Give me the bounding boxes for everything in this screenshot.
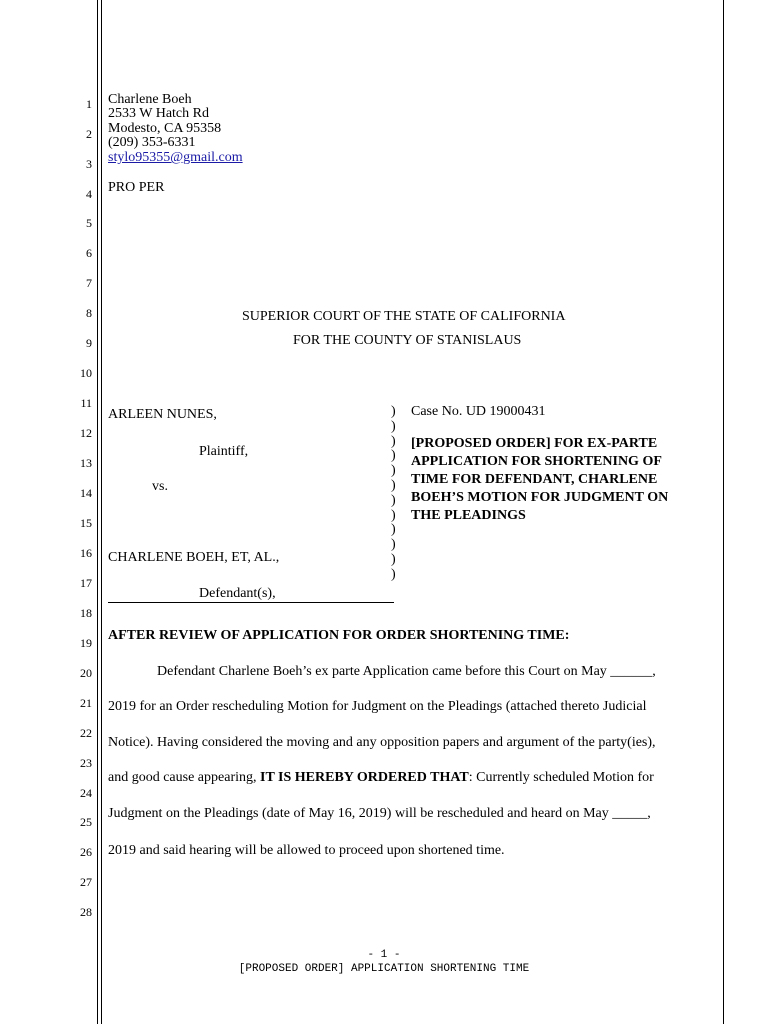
line-number: 24	[80, 786, 92, 800]
line-number: 17	[80, 576, 92, 590]
line-number: 16	[80, 546, 92, 560]
case-number: Case No. UD 19000431	[411, 404, 546, 419]
line-number: 19	[80, 636, 92, 650]
party-name: Charlene Boeh	[108, 92, 192, 107]
footer-title: [PROPOSED ORDER] APPLICATION SHORTENING TIME	[238, 963, 530, 975]
line-number: 14	[80, 486, 92, 500]
document-title-line: BOEH’S MOTION FOR JUDGMENT ON	[411, 490, 669, 505]
line-number: 9	[86, 336, 92, 350]
party-email-link[interactable]: stylo95355@gmail.com	[108, 150, 243, 165]
line-number: 4	[86, 187, 92, 201]
plaintiff-name: ARLEEN NUNES,	[108, 407, 217, 422]
court-title: SUPERIOR COURT OF THE STATE OF CALIFORNIA	[242, 309, 566, 324]
order-paragraph-line: Defendant Charlene Boeh’s ex parte Application came before this Court on May ______,	[157, 664, 656, 679]
line-number: 21	[80, 696, 92, 710]
left-margin-rule-outer	[97, 0, 98, 1024]
line-number: 23	[80, 756, 92, 770]
line-number: 6	[86, 246, 92, 260]
party-phone: (209) 353-6331	[108, 135, 196, 150]
order-paragraph-line: 2019 for an Order rescheduling Motion for Judgment on the Pleadings (attached thereto Judicial	[108, 699, 647, 714]
defendant-name: CHARLENE BOEH, ET, AL.,	[108, 550, 280, 565]
line-number: 13	[80, 456, 92, 470]
line-number: 26	[80, 845, 92, 859]
line-number: 20	[80, 666, 92, 680]
party-city: Modesto, CA 95358	[108, 121, 222, 136]
party-street: 2533 W Hatch Rd	[108, 106, 209, 121]
order-text: and good cause appearing,	[108, 770, 260, 785]
line-number: 2	[86, 127, 92, 141]
line-number: 11	[80, 396, 92, 410]
line-number: 8	[86, 306, 92, 320]
caption-parentheses: ) ) ) ) ) ) ) ) ) ) ) )	[391, 404, 396, 582]
order-heading: AFTER REVIEW OF APPLICATION FOR ORDER SHORTENING TIME:	[108, 628, 570, 643]
document-title-line: THE PLEADINGS	[411, 508, 526, 523]
court-county: FOR THE COUNTY OF STANISLAUS	[293, 333, 522, 348]
line-number: 25	[80, 815, 92, 829]
order-paragraph-line: Judgment on the Pleadings (date of May 16, 2019) will be rescheduled and heard on May _____,	[108, 806, 651, 821]
plaintiff-role: Plaintiff,	[199, 444, 249, 459]
line-number: 12	[80, 426, 92, 440]
order-paragraph-line	[108, 770, 654, 786]
line-number: 1	[86, 97, 92, 111]
left-margin-rule-inner	[101, 0, 102, 1024]
versus-label: vs.	[152, 479, 168, 494]
document-title-line: [PROPOSED ORDER] FOR EX-PARTE	[411, 436, 658, 451]
line-number: 3	[86, 157, 92, 171]
right-margin-rule	[723, 0, 724, 1024]
line-number: 15	[80, 516, 92, 530]
document-title-line: TIME FOR DEFENDANT, CHARLENE	[411, 472, 658, 487]
line-number: 22	[80, 726, 92, 740]
order-paragraph-line: 2019 and said hearing will be allowed to proceed upon shortened time.	[108, 843, 505, 858]
caption-underline	[108, 602, 394, 603]
order-emphasis: IT IS HEREBY ORDERED THAT	[260, 770, 469, 785]
line-number: 10	[80, 366, 92, 380]
document-title-line: APPLICATION FOR SHORTENING OF	[411, 454, 662, 469]
document-title	[411, 435, 668, 525]
order-paragraph-line: Notice). Having considered the moving and any opposition papers and argument of the party(ies),	[108, 735, 656, 750]
order-text: : Currently scheduled Motion for	[468, 770, 654, 785]
line-number: 5	[86, 216, 92, 230]
page-number: - 1 -	[367, 949, 401, 961]
line-number: 7	[86, 276, 92, 290]
pro-per-label: PRO PER	[108, 180, 165, 195]
line-number: 18	[80, 606, 92, 620]
line-number: 27	[80, 875, 92, 889]
defendant-role: Defendant(s),	[199, 586, 276, 601]
line-number: 28	[80, 905, 92, 919]
